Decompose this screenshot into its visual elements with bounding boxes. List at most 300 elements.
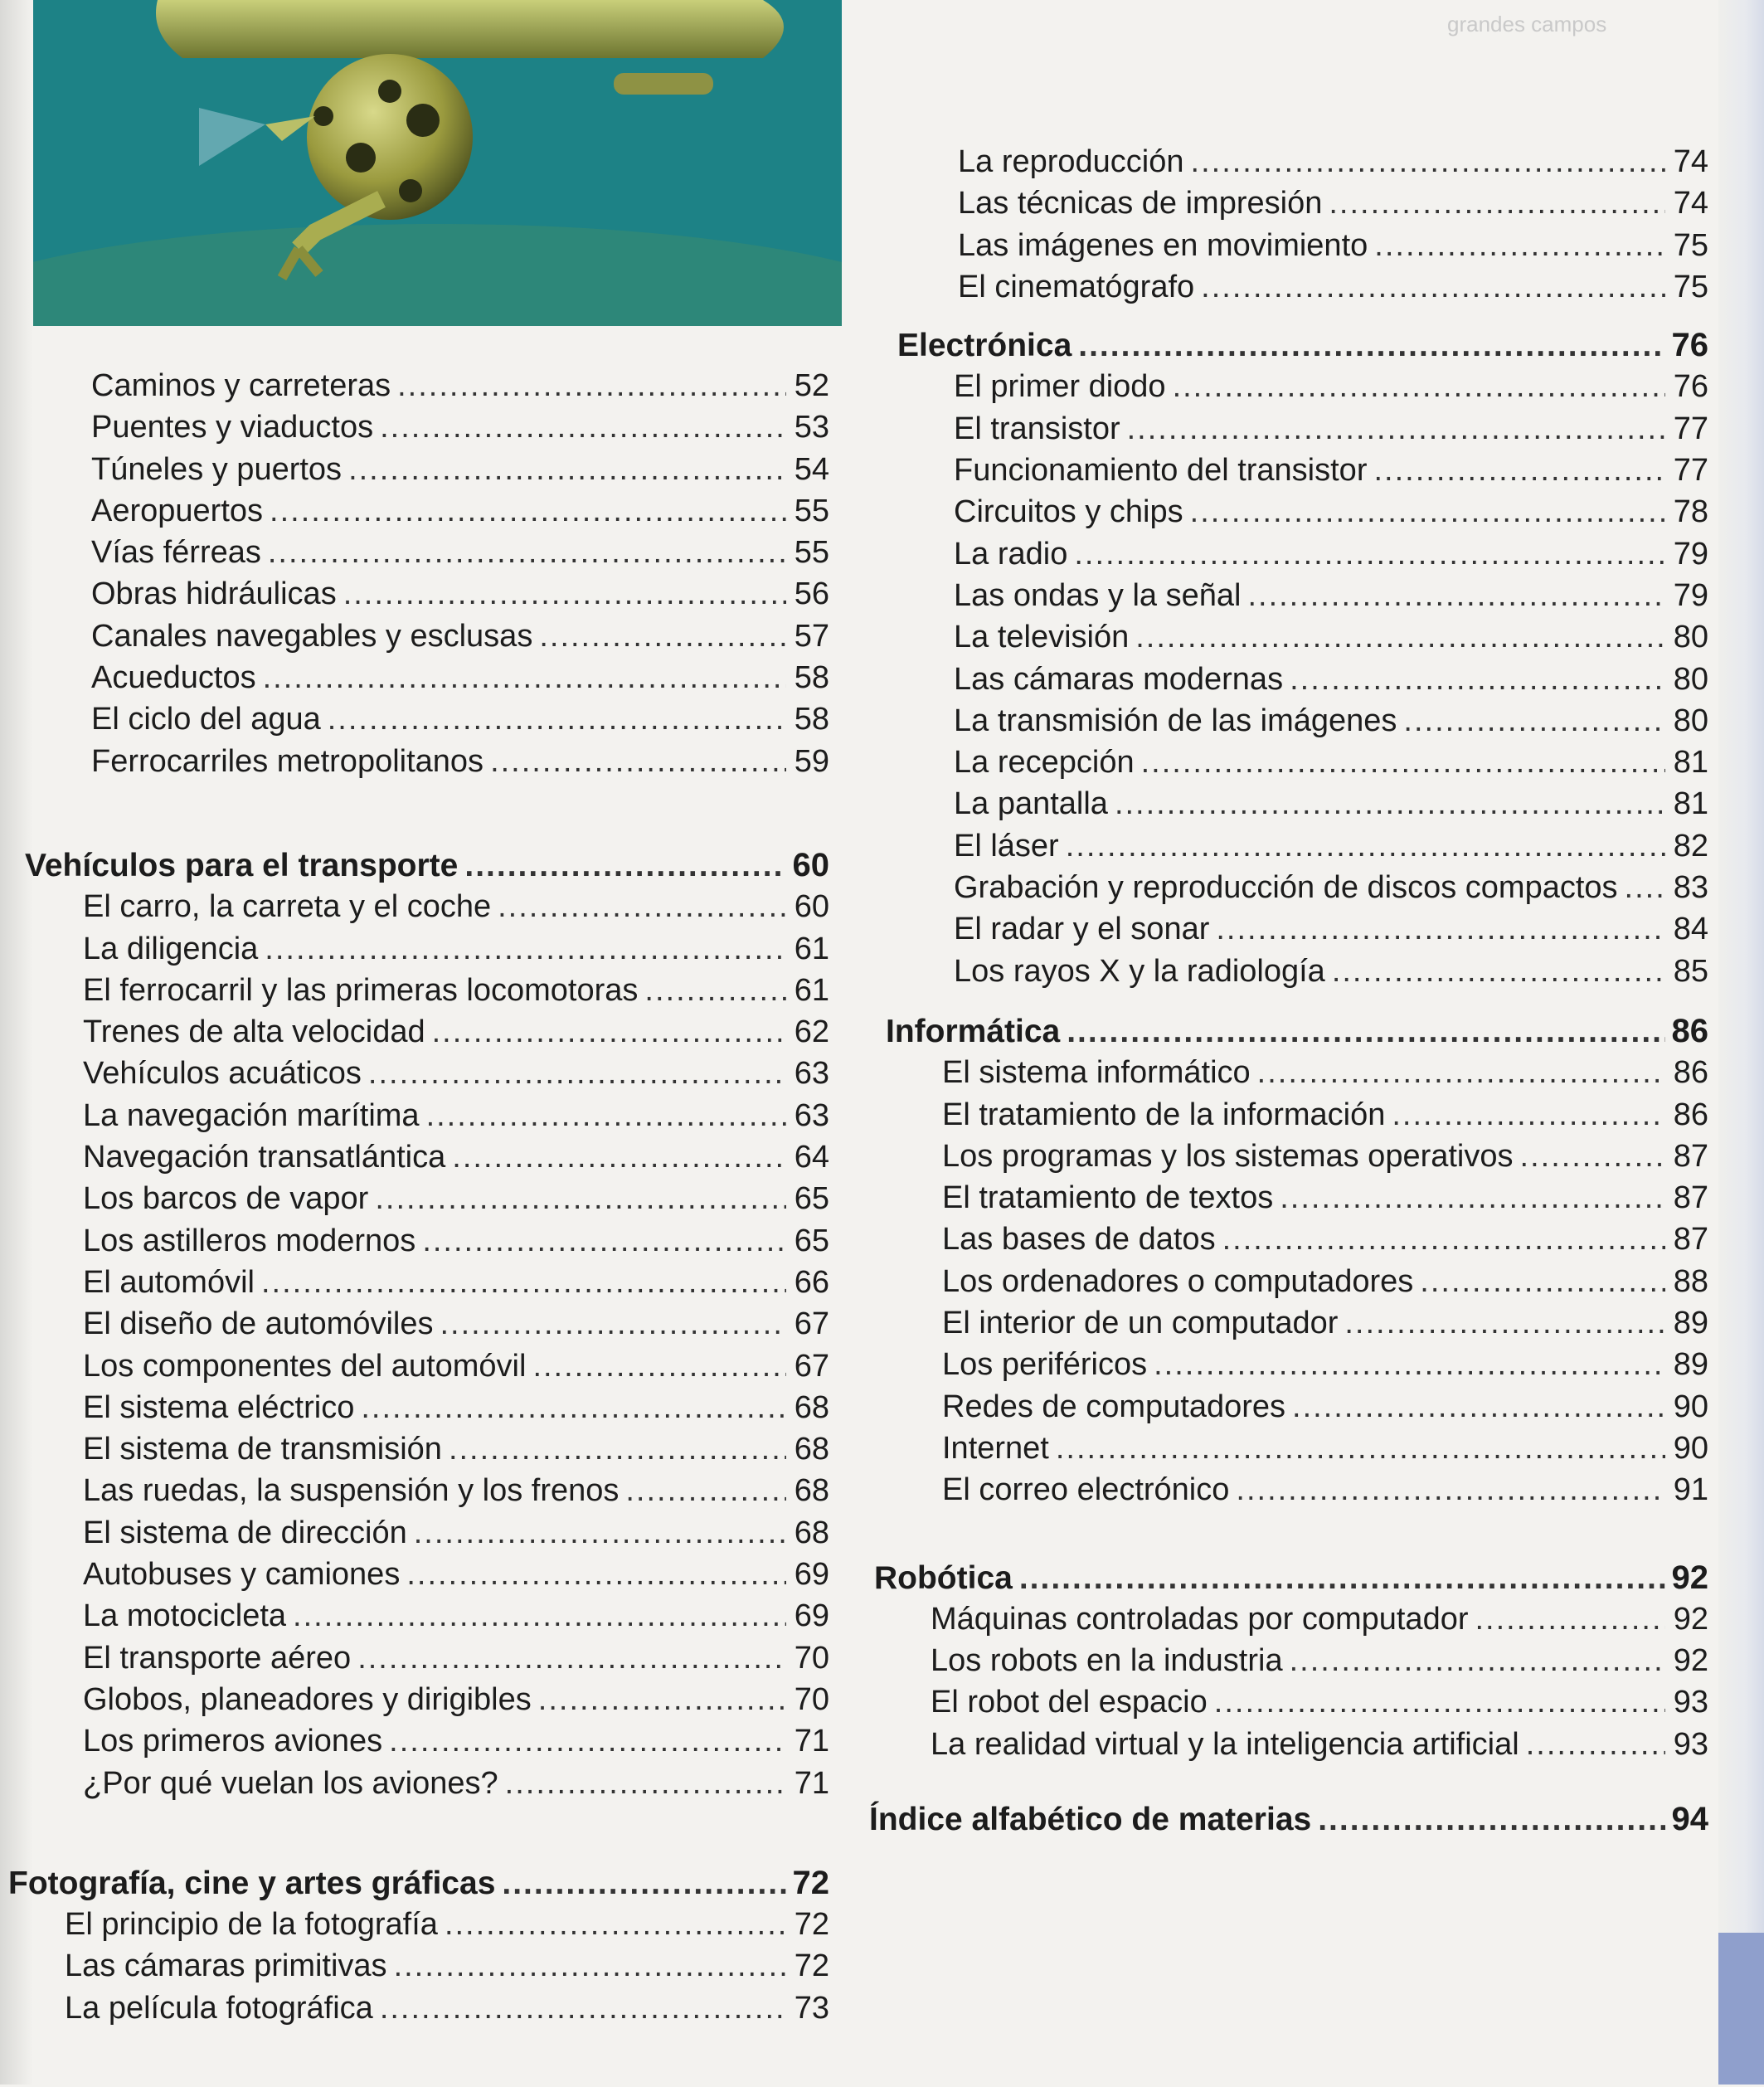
toc-entry-title: El láser bbox=[954, 828, 1059, 864]
toc-entry bbox=[954, 616, 1708, 658]
toc-entry-page: 82 bbox=[1673, 828, 1708, 864]
dot-leader bbox=[348, 449, 786, 490]
toc-entry-title: Vehículos acuáticos bbox=[83, 1056, 362, 1092]
toc-entry-title: Circuitos y chips bbox=[954, 494, 1183, 530]
toc-entry bbox=[942, 1469, 1708, 1511]
toc-entry-title: El automóvil bbox=[83, 1264, 255, 1300]
dot-leader bbox=[1373, 450, 1665, 491]
toc-entry-title: Los periféricos bbox=[942, 1347, 1148, 1383]
toc-subentries bbox=[886, 1052, 1708, 1511]
dot-leader bbox=[1625, 867, 1665, 908]
toc-entry-page: 69 bbox=[794, 1598, 829, 1634]
toc-entry bbox=[83, 928, 829, 970]
toc-heading bbox=[874, 1557, 1708, 1598]
toc-entry bbox=[65, 1987, 829, 2029]
toc-entry bbox=[942, 1302, 1708, 1344]
toc-entry bbox=[958, 141, 1708, 182]
toc-entry-title: Canales navegables y esclusas bbox=[91, 618, 533, 654]
toc-entry-page: 71 bbox=[794, 1765, 829, 1801]
toc-entry bbox=[91, 698, 829, 740]
dot-leader bbox=[532, 1345, 786, 1387]
toc-entry-page: 58 bbox=[794, 702, 829, 737]
toc-entry-title: Funcionamiento del transistor bbox=[954, 453, 1368, 489]
toc-entry-page: 65 bbox=[794, 1223, 829, 1258]
toc-entry-page: 66 bbox=[794, 1264, 829, 1300]
toc-entry-title: El ferrocarril y las primeras locomotoras bbox=[83, 972, 639, 1008]
dot-leader bbox=[422, 1220, 786, 1262]
toc-entry bbox=[954, 533, 1708, 575]
toc-entry-title: El sistema eléctrico bbox=[83, 1389, 355, 1425]
toc-entry-page: 81 bbox=[1673, 745, 1708, 781]
toc-section-indice bbox=[863, 1798, 1708, 1840]
toc-entry-title: Navegación transatlántica bbox=[83, 1140, 446, 1175]
toc-entry-page: 79 bbox=[1673, 577, 1708, 613]
toc-entry bbox=[942, 1177, 1708, 1219]
toc-heading bbox=[25, 844, 829, 886]
toc-entry-title: La radio bbox=[954, 536, 1068, 572]
dot-leader bbox=[1280, 1177, 1665, 1219]
dot-leader bbox=[490, 741, 786, 782]
toc-entry bbox=[958, 182, 1708, 224]
toc-entry bbox=[942, 1136, 1708, 1177]
dot-leader bbox=[440, 1303, 786, 1345]
toc-entry-page: 72 bbox=[794, 1948, 829, 1984]
toc-entry bbox=[942, 1052, 1708, 1093]
toc-entry bbox=[83, 1595, 829, 1637]
toc-entry bbox=[954, 366, 1708, 407]
toc-entry bbox=[83, 1470, 829, 1511]
toc-entry bbox=[91, 365, 829, 406]
toc-entry-page: 59 bbox=[794, 743, 829, 779]
toc-entry bbox=[91, 490, 829, 532]
dot-leader bbox=[1475, 1598, 1666, 1640]
dot-leader bbox=[432, 1011, 786, 1053]
toc-entry-title: El transporte aéreo bbox=[83, 1640, 352, 1676]
toc-entry-title: La película fotográfica bbox=[65, 1990, 373, 2026]
dot-leader bbox=[1135, 616, 1665, 658]
toc-entry-page: 93 bbox=[1673, 1726, 1708, 1762]
dot-leader bbox=[625, 1470, 786, 1511]
toc-entry-page: 91 bbox=[1673, 1472, 1708, 1508]
toc-entry bbox=[954, 408, 1708, 450]
toc-entry bbox=[83, 1428, 829, 1470]
toc-entry bbox=[931, 1724, 1708, 1765]
toc-entry-page: 63 bbox=[794, 1056, 829, 1092]
dot-leader bbox=[1332, 951, 1665, 992]
toc-heading bbox=[8, 1862, 829, 1904]
dot-leader bbox=[368, 1053, 786, 1094]
toc-entry-title: Los componentes del automóvil bbox=[83, 1348, 527, 1384]
toc-entry-title: El tratamiento de textos bbox=[942, 1180, 1274, 1216]
toc-entry-title: Caminos y carreteras bbox=[91, 368, 391, 403]
toc-entry-page: 79 bbox=[1673, 536, 1708, 572]
toc-entry bbox=[942, 1094, 1708, 1136]
dot-leader bbox=[1257, 1052, 1665, 1093]
toc-entry-page: 63 bbox=[794, 1097, 829, 1133]
toc-entry-page: 77 bbox=[1673, 411, 1708, 446]
toc-entry-title: El tratamiento de la información bbox=[942, 1097, 1386, 1132]
dot-leader bbox=[1074, 533, 1665, 575]
dot-leader bbox=[1247, 575, 1665, 616]
toc-heading-title: Fotografía, cine y artes gráficas bbox=[8, 1865, 496, 1901]
toc-entry bbox=[942, 1261, 1708, 1302]
toc-entry-page: 85 bbox=[1673, 953, 1708, 989]
toc-subentries bbox=[8, 1904, 829, 2029]
dot-leader bbox=[505, 1763, 786, 1804]
dot-leader bbox=[1115, 783, 1665, 825]
toc-entry-title: El interior de un computador bbox=[942, 1306, 1339, 1341]
toc-entry bbox=[954, 491, 1708, 533]
toc-heading-title: Electrónica bbox=[897, 328, 1072, 364]
toc-entry-page: 80 bbox=[1673, 620, 1708, 655]
toc-entry-page: 83 bbox=[1673, 870, 1708, 906]
dot-leader bbox=[414, 1512, 786, 1554]
toc-entry bbox=[83, 970, 829, 1011]
toc-entry bbox=[91, 406, 829, 448]
toc-entry-page: 68 bbox=[794, 1432, 829, 1467]
toc-entry-page: 52 bbox=[794, 368, 829, 403]
toc-entry-page: 89 bbox=[1673, 1306, 1708, 1341]
toc-entry-title: Los ordenadores o computadores bbox=[942, 1263, 1414, 1299]
toc-entry-page: 71 bbox=[794, 1724, 829, 1759]
toc-entry bbox=[83, 1095, 829, 1136]
toc-heading bbox=[869, 1798, 1708, 1840]
toc-subentries bbox=[25, 886, 829, 1804]
toc-entry-page: 60 bbox=[794, 889, 829, 925]
dot-leader bbox=[1141, 742, 1665, 783]
toc-entry-title: La pantalla bbox=[954, 786, 1108, 822]
toc-entry-title: La reproducción bbox=[958, 144, 1184, 179]
toc-entry-page: 54 bbox=[794, 451, 829, 487]
toc-entry-title: Las ruedas, la suspensión y los frenos bbox=[83, 1473, 620, 1509]
toc-entry-title: Máquinas controladas por computador bbox=[931, 1601, 1469, 1637]
toc-entry-title: Los programas y los sistemas operativos bbox=[942, 1138, 1514, 1174]
toc-entry-title: Obras hidráulicas bbox=[91, 576, 337, 612]
toc-entry bbox=[91, 449, 829, 490]
toc-entry-page: 65 bbox=[794, 1181, 829, 1217]
toc-entry-title: Los primeros aviones bbox=[83, 1724, 383, 1759]
toc-entry bbox=[83, 1220, 829, 1262]
toc-entry-page: 73 bbox=[794, 1990, 829, 2026]
toc-entry-page: 55 bbox=[794, 493, 829, 528]
toc-heading-page: 94 bbox=[1671, 1800, 1708, 1837]
toc-entry bbox=[83, 1262, 829, 1303]
toc-entry-page: 72 bbox=[794, 1907, 829, 1943]
toc-entry-page: 75 bbox=[1673, 227, 1708, 263]
toc-entry bbox=[954, 825, 1708, 867]
toc-entry bbox=[954, 659, 1708, 700]
toc-entry-page: 92 bbox=[1673, 1643, 1708, 1679]
toc-entry bbox=[954, 783, 1708, 825]
toc-heading-page: 86 bbox=[1671, 1012, 1708, 1049]
toc-entry-page: 78 bbox=[1673, 494, 1708, 530]
toc-entry bbox=[954, 700, 1708, 742]
toc-entry-title: El cinematógrafo bbox=[958, 269, 1195, 304]
dot-leader bbox=[1403, 700, 1665, 742]
toc-entry bbox=[65, 1904, 829, 1945]
dot-leader bbox=[357, 1637, 786, 1679]
submarine-drawing bbox=[33, 0, 842, 326]
toc-entry-title: La navegación marítima bbox=[83, 1097, 420, 1133]
toc-entry bbox=[91, 532, 829, 573]
toc-entry bbox=[954, 742, 1708, 783]
toc-entry-title: Los barcos de vapor bbox=[83, 1181, 369, 1217]
toc-entry bbox=[83, 1345, 829, 1387]
toc-entry bbox=[91, 573, 829, 615]
toc-entry-page: 74 bbox=[1673, 186, 1708, 221]
toc-entry-page: 86 bbox=[1673, 1097, 1708, 1132]
toc-entry-page: 70 bbox=[794, 1681, 829, 1717]
dot-leader bbox=[445, 1904, 786, 1945]
toc-heading-title: Vehículos para el transporte bbox=[25, 847, 459, 883]
dot-leader bbox=[1329, 182, 1665, 224]
toc-entry-title: Internet bbox=[942, 1430, 1049, 1466]
toc-entry bbox=[942, 1386, 1708, 1428]
dot-leader bbox=[389, 1720, 786, 1762]
toc-entry-page: 68 bbox=[794, 1389, 829, 1425]
dot-leader bbox=[502, 1863, 785, 1905]
toc-entry bbox=[954, 951, 1708, 992]
toc-entry-page: 81 bbox=[1673, 786, 1708, 822]
page-edge-blue-band bbox=[1718, 1933, 1764, 2085]
toc-entry-page: 61 bbox=[794, 972, 829, 1008]
dot-leader bbox=[1318, 1799, 1664, 1841]
dot-leader bbox=[268, 532, 786, 573]
toc-entry-title: Puentes y viaductos bbox=[91, 410, 374, 445]
toc-entry-page: 68 bbox=[794, 1515, 829, 1550]
dot-leader bbox=[1420, 1261, 1665, 1302]
toc-entry-page: 92 bbox=[1673, 1601, 1708, 1637]
dot-leader bbox=[1290, 659, 1665, 700]
toc-entry bbox=[83, 1136, 829, 1178]
toc-entry bbox=[91, 657, 829, 698]
dot-leader bbox=[1190, 491, 1665, 533]
toc-section-electronica bbox=[863, 324, 1708, 992]
toc-entry-title: El correo electrónico bbox=[942, 1472, 1230, 1508]
toc-entry-page: 69 bbox=[794, 1557, 829, 1593]
toc-entry-title: La diligencia bbox=[83, 931, 259, 966]
toc-entry-title: ¿Por qué vuelan los aviones? bbox=[83, 1765, 498, 1801]
toc-entry-page: 93 bbox=[1673, 1685, 1708, 1720]
toc-entry-title: El ciclo del agua bbox=[91, 702, 321, 737]
toc-entry-page: 77 bbox=[1673, 453, 1708, 489]
toc-heading-title: Informática bbox=[886, 1013, 1061, 1049]
toc-entry bbox=[954, 575, 1708, 616]
toc-entry bbox=[83, 1554, 829, 1595]
dot-leader bbox=[1078, 325, 1664, 367]
toc-entry bbox=[83, 886, 829, 927]
toc-entry bbox=[958, 266, 1708, 308]
dot-leader bbox=[1127, 408, 1665, 450]
toc-entry-title: Las ondas y la señal bbox=[954, 577, 1242, 613]
toc-section-informatica bbox=[863, 1010, 1708, 1511]
toc-entry-page: 55 bbox=[794, 535, 829, 571]
toc-entry bbox=[954, 450, 1708, 491]
toc-entry-page: 53 bbox=[794, 410, 829, 445]
dot-leader bbox=[1236, 1469, 1665, 1511]
toc-entry-page: 90 bbox=[1673, 1389, 1708, 1424]
toc-entry-page: 62 bbox=[794, 1014, 829, 1050]
dot-leader bbox=[1520, 1136, 1665, 1177]
dot-leader bbox=[449, 1428, 786, 1470]
dot-leader bbox=[426, 1095, 786, 1136]
toc-entry-title: Las cámaras primitivas bbox=[65, 1948, 387, 1984]
toc-entry-title: Grabación y reproducción de discos compactos bbox=[954, 870, 1618, 906]
toc-entry-title: Trenes de alta velocidad bbox=[83, 1014, 425, 1050]
dot-leader bbox=[1154, 1344, 1665, 1385]
toc-subentries bbox=[874, 1598, 1708, 1765]
toc-entry-page: 88 bbox=[1673, 1263, 1708, 1299]
toc-heading-page: 92 bbox=[1671, 1559, 1708, 1596]
toc-entry-page: 74 bbox=[1673, 144, 1708, 179]
toc-heading-page: 72 bbox=[792, 1864, 829, 1901]
dot-leader bbox=[1214, 1681, 1665, 1723]
dot-leader bbox=[361, 1387, 786, 1428]
toc-entry-title: Las bases de datos bbox=[942, 1222, 1216, 1258]
dot-leader bbox=[380, 1987, 786, 2029]
toc-entry-page: 75 bbox=[1673, 269, 1708, 304]
toc-section-fotografia bbox=[0, 1862, 829, 2029]
toc-entry-title: Los astilleros modernos bbox=[83, 1223, 416, 1258]
toc-entry bbox=[65, 1945, 829, 1987]
dot-leader bbox=[1292, 1386, 1665, 1428]
toc-entry bbox=[83, 1011, 829, 1053]
dot-leader bbox=[1222, 1219, 1665, 1260]
toc-entry-title: Túneles y puertos bbox=[91, 451, 343, 487]
toc-entry-title: El carro, la carreta y el coche bbox=[83, 889, 492, 925]
toc-entry-page: 89 bbox=[1673, 1347, 1708, 1383]
toc-heading bbox=[886, 1010, 1708, 1052]
toc-entry-page: 61 bbox=[794, 931, 829, 966]
toc-entry-title: La recepción bbox=[954, 745, 1135, 781]
toc-entry-page: 87 bbox=[1673, 1180, 1708, 1216]
toc-entry-page: 58 bbox=[794, 660, 829, 696]
toc-entry-title: El principio de la fotografía bbox=[65, 1907, 438, 1943]
dot-leader bbox=[1374, 225, 1665, 266]
toc-entry-page: 87 bbox=[1673, 1138, 1708, 1174]
toc-entry-title: Autobuses y camiones bbox=[83, 1557, 401, 1593]
toc-entry-title: Acueductos bbox=[91, 660, 256, 696]
dot-leader bbox=[1290, 1640, 1665, 1681]
dot-leader bbox=[1201, 266, 1665, 308]
dot-leader bbox=[539, 615, 786, 657]
toc-heading-title: Robótica bbox=[874, 1559, 1013, 1596]
toc-entry-title: Los robots en la industria bbox=[931, 1643, 1283, 1679]
dot-leader bbox=[538, 1679, 786, 1720]
toc-entry bbox=[83, 1512, 829, 1554]
toc-entry-title: La transmisión de las imágenes bbox=[954, 703, 1397, 738]
toc-entry-page: 86 bbox=[1673, 1055, 1708, 1091]
toc-heading bbox=[897, 324, 1708, 366]
toc-entry-title: El radar y el sonar bbox=[954, 912, 1210, 947]
toc-entry bbox=[83, 1053, 829, 1094]
toc-subentries bbox=[897, 366, 1708, 991]
toc-section-obras bbox=[0, 365, 829, 782]
dot-leader bbox=[397, 365, 786, 406]
dot-leader bbox=[270, 490, 786, 532]
toc-entry bbox=[83, 1303, 829, 1345]
toc-entry-title: La televisión bbox=[954, 620, 1130, 655]
toc-entry-page: 56 bbox=[794, 576, 829, 612]
toc-entry-title: El sistema de dirección bbox=[83, 1515, 407, 1550]
page-right-edge bbox=[1718, 0, 1764, 2085]
toc-entry-title: La motocicleta bbox=[83, 1598, 287, 1634]
toc-entry-title: El diseño de automóviles bbox=[83, 1306, 434, 1342]
toc-section-fotografia-cont bbox=[863, 141, 1708, 308]
toc-heading-page: 76 bbox=[1671, 327, 1708, 364]
dot-leader bbox=[644, 970, 786, 1011]
toc-entry bbox=[91, 615, 829, 657]
dot-leader bbox=[263, 657, 786, 698]
dot-leader bbox=[380, 406, 786, 448]
toc-entry-page: 68 bbox=[794, 1473, 829, 1509]
toc-entry bbox=[931, 1598, 1708, 1640]
dot-leader bbox=[394, 1945, 786, 1987]
toc-entry-title: La realidad virtual y la inteligencia artificial bbox=[931, 1726, 1519, 1762]
toc-entry-page: 80 bbox=[1673, 661, 1708, 697]
toc-entry bbox=[958, 225, 1708, 266]
toc-entry-page: 67 bbox=[794, 1348, 829, 1384]
dot-leader bbox=[1526, 1724, 1665, 1765]
toc-entry bbox=[942, 1428, 1708, 1469]
toc-entry bbox=[954, 867, 1708, 908]
dot-leader bbox=[1216, 908, 1665, 950]
toc-entry bbox=[931, 1640, 1708, 1681]
dot-leader bbox=[452, 1136, 786, 1178]
dot-leader bbox=[1067, 1011, 1664, 1053]
toc-entry-page: 57 bbox=[794, 618, 829, 654]
toc-entry-title: Las cámaras modernas bbox=[954, 661, 1284, 697]
toc-left-column bbox=[0, 365, 829, 2087]
toc-entry-title: Aeropuertos bbox=[91, 493, 264, 528]
toc-entry-title: El primer diodo bbox=[954, 369, 1166, 405]
toc-entry-page: 76 bbox=[1673, 369, 1708, 405]
submarine-illustration bbox=[33, 0, 842, 326]
faint-page-header: grandes campos bbox=[1447, 12, 1607, 36]
toc-entry-title: El sistema informático bbox=[942, 1055, 1251, 1091]
toc-entry-page: 70 bbox=[794, 1640, 829, 1676]
dot-leader bbox=[328, 698, 786, 740]
dot-leader bbox=[1173, 366, 1665, 407]
toc-entry bbox=[91, 741, 829, 782]
dot-leader bbox=[406, 1554, 786, 1595]
toc-entry-title: Las imágenes en movimiento bbox=[958, 227, 1368, 263]
dot-leader bbox=[1056, 1428, 1665, 1469]
dot-leader bbox=[265, 928, 786, 970]
toc-heading-page: 60 bbox=[792, 846, 829, 883]
dot-leader bbox=[1066, 825, 1665, 867]
toc-entry-title: Ferrocarriles metropolitanos bbox=[91, 743, 484, 779]
dot-leader bbox=[261, 1262, 786, 1303]
toc-entry-page: 84 bbox=[1673, 912, 1708, 947]
toc-entry bbox=[83, 1387, 829, 1428]
toc-section-vehiculos bbox=[0, 844, 829, 1804]
toc-entry-title: Globos, planeadores y dirigibles bbox=[83, 1681, 532, 1717]
toc-entry bbox=[83, 1637, 829, 1679]
toc-entry-page: 64 bbox=[794, 1140, 829, 1175]
toc-entry-page: 67 bbox=[794, 1306, 829, 1342]
toc-entry bbox=[83, 1679, 829, 1720]
dot-leader bbox=[375, 1178, 786, 1219]
toc-section-robotica bbox=[863, 1557, 1708, 1765]
toc-heading-title: Índice alfabético de materias bbox=[869, 1801, 1312, 1837]
toc-entry bbox=[942, 1219, 1708, 1260]
toc-entry-title: Las técnicas de impresión bbox=[958, 186, 1323, 221]
toc-entry bbox=[931, 1681, 1708, 1723]
toc-entry-page: 87 bbox=[1673, 1222, 1708, 1258]
dot-leader bbox=[1392, 1094, 1665, 1136]
toc-entry-title: El sistema de transmisión bbox=[83, 1432, 442, 1467]
